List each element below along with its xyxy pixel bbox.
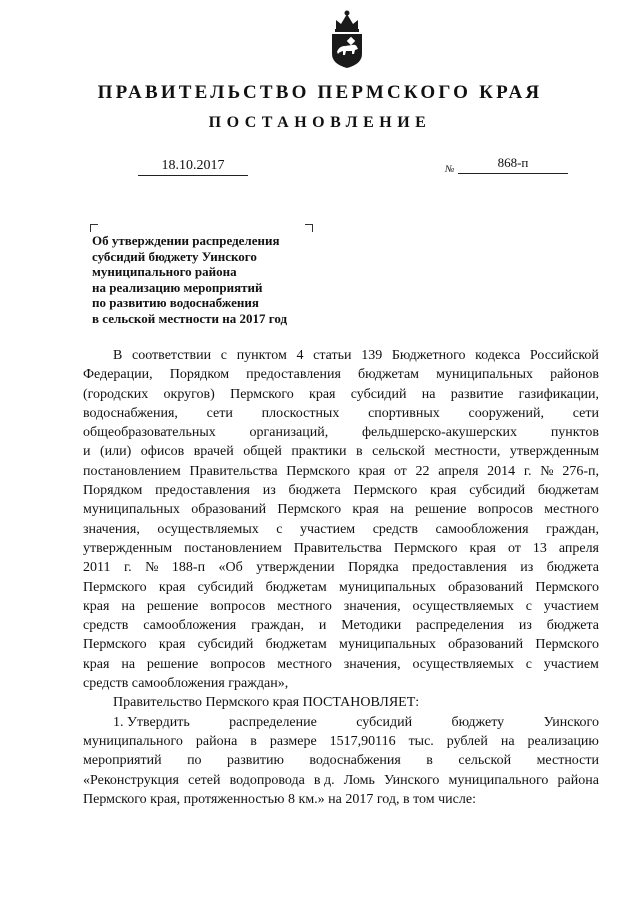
body-word: бюджету — [451, 714, 505, 730]
body-line — [83, 674, 599, 693]
document-date: 18.10.2017 — [138, 158, 248, 176]
body-word: 188-п — [171, 560, 206, 576]
body-word: на — [121, 656, 136, 672]
document-body — [83, 346, 599, 809]
body-word: субсидий — [197, 579, 254, 595]
body-line — [83, 597, 599, 616]
body-word: местного — [544, 502, 599, 518]
body-word: края — [158, 579, 186, 595]
body-word: № — [145, 560, 159, 576]
body-word: практики — [291, 444, 347, 460]
document-subject — [92, 233, 332, 326]
body-word: местности, — [434, 444, 501, 460]
body-word: г. — [123, 560, 132, 576]
body-word: Порядком — [169, 367, 230, 383]
body-word: рублей — [446, 733, 488, 749]
body-word: значения, — [343, 656, 401, 672]
body-word: образований — [191, 502, 267, 518]
body-word: края — [83, 598, 110, 614]
body-word: района — [557, 772, 599, 788]
body-word: районов — [550, 367, 599, 383]
body-word: (или) — [100, 444, 132, 460]
body-line — [83, 423, 599, 442]
body-word: Уинского — [543, 714, 599, 730]
body-word: субсидий — [197, 637, 254, 653]
body-word: спортивных — [368, 405, 440, 421]
body-word: Ломь — [343, 772, 375, 788]
body-word: муниципального — [83, 733, 183, 749]
body-word: Пермского — [286, 463, 350, 479]
body-word: решение — [146, 598, 199, 614]
body-word: средств — [372, 521, 418, 537]
body-word: края — [352, 502, 379, 518]
body-word: бюджетам — [357, 367, 420, 383]
body-word: бюджета — [288, 483, 341, 499]
body-line — [83, 500, 599, 519]
body-word: апреля — [438, 463, 479, 479]
body-word: Пермского — [393, 540, 458, 556]
body-word: края — [83, 656, 110, 672]
body-word: Правительства — [189, 463, 278, 479]
body-word: и — [83, 444, 91, 460]
body-word: пунктов — [550, 425, 599, 441]
body-word: распределение — [229, 714, 317, 730]
body-word: в д. — [313, 772, 335, 788]
body-word: местности — [536, 753, 599, 769]
body-word: средств — [83, 618, 129, 634]
body-word: от — [393, 463, 407, 479]
body-word: газификации, — [518, 386, 599, 402]
body-word: организаций, — [249, 425, 329, 441]
body-word: сетей — [188, 772, 221, 788]
body-word: 22 — [415, 463, 430, 479]
body-word: 4 — [296, 348, 304, 363]
body-word: граждан, — [546, 521, 599, 537]
body-word: мероприятий — [83, 753, 162, 769]
body-line — [83, 385, 599, 404]
body-word: значения, — [343, 598, 401, 614]
body-word: участием — [543, 656, 599, 672]
body-word: апреля — [558, 540, 599, 556]
body-word: с — [525, 656, 532, 672]
body-word: г. — [523, 463, 532, 479]
subject-line: на реализацию мероприятий — [92, 279, 263, 295]
body-word: утверждении — [256, 560, 335, 576]
number-sign: № — [445, 164, 455, 175]
body-word: реализацию — [527, 733, 599, 749]
body-word: 13 — [532, 540, 547, 556]
body-word: муниципальных — [338, 637, 436, 653]
body-word: муниципальных — [436, 367, 534, 383]
body-line — [83, 693, 599, 712]
body-word: Пермского — [83, 579, 147, 595]
body-word: Пермского — [230, 386, 294, 402]
body-word: решение — [415, 502, 467, 518]
body-word: на — [390, 502, 404, 518]
document-number: 868-п — [458, 155, 568, 174]
subject-line: в сельской местности на 2017 год — [92, 310, 288, 326]
body-word: образований — [448, 579, 524, 595]
body-word: субсидий — [469, 483, 526, 499]
body-word: постановлением — [83, 463, 181, 479]
body-line — [83, 404, 599, 423]
body-word: соответствии — [132, 348, 212, 363]
body-word: фельдшерско-акушерских — [361, 425, 518, 441]
body-word: сети — [206, 405, 233, 421]
body-word: Порядка — [348, 560, 399, 576]
body-word: района — [195, 733, 238, 749]
body-line — [83, 520, 599, 539]
body-word: размере — [269, 733, 317, 749]
body-word: участием — [300, 521, 356, 537]
body-word: от — [507, 540, 521, 556]
body-line — [83, 616, 599, 635]
body-word: (городских — [83, 386, 149, 402]
body-word: Уинского — [383, 772, 440, 788]
body-word: с — [276, 521, 283, 537]
body-word: бюджетам — [265, 579, 327, 595]
body-line — [83, 365, 599, 384]
body-word: статьи — [313, 348, 352, 363]
body-word: осуществляемых — [412, 598, 514, 614]
body-word: постановлением — [184, 540, 282, 556]
body-word: на — [121, 598, 136, 614]
body-word: значения, — [83, 521, 140, 537]
body-word: Федерации, — [83, 367, 153, 383]
body-word: 2011 — [83, 560, 111, 576]
body-word: края — [430, 483, 457, 499]
body-word: плоскостных — [261, 405, 340, 421]
subject-line: Об утверждении распределения — [92, 233, 280, 248]
body-word: вопросов — [210, 656, 266, 672]
body-word: Пермского — [353, 483, 418, 499]
body-word: в — [250, 733, 257, 749]
body-word: из — [518, 618, 532, 634]
body-word: осуществляемых — [157, 521, 259, 537]
body-word: края — [358, 463, 386, 479]
body-line — [83, 462, 599, 481]
body-word: и — [318, 618, 327, 634]
body-word: Пермского — [535, 637, 599, 653]
body-word: Порядком — [83, 483, 143, 499]
body-word: врачей — [193, 444, 234, 460]
body-line — [83, 655, 599, 674]
body-word: водоснабжения, — [83, 405, 178, 421]
body-word: субсидий — [350, 386, 407, 402]
body-word: вопросов — [210, 598, 266, 614]
body-word: из — [262, 483, 276, 499]
body-word: решение — [146, 656, 199, 672]
body-word: бюджетам — [537, 483, 599, 499]
body-text: Правительство Пермского края ПОСТАНОВЛЯЕТ: — [113, 695, 420, 711]
subject-corner-left — [90, 224, 98, 232]
government-title: ПРАВИТЕЛЬСТВО ПЕРМСКОГО КРАЯ — [97, 82, 543, 103]
body-line — [83, 578, 599, 597]
body-line — [83, 635, 599, 654]
body-word: развитию — [227, 753, 284, 769]
body-word: по — [187, 753, 202, 769]
body-word: местного — [277, 656, 332, 672]
body-word: муниципальных — [83, 502, 180, 518]
body-word: водоснабжения — [309, 753, 401, 769]
body-word: «Об — [218, 560, 243, 576]
body-word: В — [113, 348, 123, 363]
body-text: средств самообложения граждан», — [83, 676, 289, 692]
body-word: самообложения — [435, 521, 529, 537]
body-word: 139 — [361, 348, 383, 363]
body-word: сети — [572, 405, 599, 421]
body-word: утвержденным — [509, 444, 599, 460]
body-word: Пермского — [83, 637, 147, 653]
body-word: бюджета — [546, 618, 599, 634]
body-word: сооружений, — [468, 405, 545, 421]
body-word: 1. Утвердить — [113, 714, 190, 730]
body-word: в — [356, 444, 363, 460]
body-word: кодекса — [475, 348, 521, 363]
body-line — [83, 346, 599, 365]
body-word: вопросов — [477, 502, 533, 518]
body-line — [83, 790, 599, 809]
body-line — [83, 442, 599, 461]
body-line — [83, 732, 599, 751]
body-word: края — [469, 540, 496, 556]
body-word: с — [220, 348, 228, 363]
subject-corner-right — [305, 224, 313, 232]
body-word: офисов — [140, 444, 185, 460]
body-line — [83, 481, 599, 500]
body-word: осуществляемых — [412, 656, 514, 672]
body-word: муниципальных — [338, 579, 436, 595]
body-word: на — [421, 386, 436, 402]
body-line — [83, 558, 599, 577]
body-word: Методики — [341, 618, 402, 634]
body-word: граждан, — [251, 618, 305, 634]
body-word: округов) — [163, 386, 215, 402]
body-word: 1517,90116 — [329, 733, 396, 749]
body-word: развитие — [450, 386, 504, 402]
body-line — [83, 771, 599, 790]
body-word: пунктом — [236, 348, 287, 363]
body-word: с — [525, 598, 532, 614]
body-word: 2014 — [487, 463, 516, 479]
body-word: предоставления — [155, 483, 250, 499]
body-word: бюджетам — [265, 637, 327, 653]
body-word: субсидий — [356, 714, 413, 730]
subject-line: муниципального района — [92, 264, 237, 279]
body-word: Правительства — [293, 540, 382, 556]
body-word: № — [540, 463, 554, 479]
body-word: общеобразовательных — [83, 425, 216, 441]
body-word: в — [426, 753, 433, 769]
body-word: Пермского — [277, 502, 342, 518]
body-text: Пермского края, протяженностью 8 км.» на 2017 год, в том числе: — [83, 791, 476, 807]
body-line — [83, 713, 599, 732]
body-word: самообложения — [143, 618, 237, 634]
body-word: бюджета — [546, 560, 599, 576]
body-word: распределения — [416, 618, 504, 634]
subject-line: субсидий бюджету Уинского — [92, 248, 257, 264]
body-line — [83, 539, 599, 558]
body-word: тыс. — [408, 733, 434, 749]
body-word: 276-п, — [562, 463, 599, 479]
body-word: «Реконструкция — [83, 772, 179, 788]
body-word: сельской — [372, 444, 425, 460]
body-line — [83, 751, 599, 770]
body-word: водопровода — [229, 772, 305, 788]
body-word: предоставления — [246, 367, 341, 383]
body-word: предоставления — [412, 560, 507, 576]
body-word: общей — [243, 444, 282, 460]
subject-line: по развитию водоснабжения — [92, 295, 259, 310]
document-type: ПОСТАНОВЛЕНИЕ — [208, 114, 432, 131]
body-word: участием — [543, 598, 599, 614]
body-word: местного — [277, 598, 332, 614]
body-word: на — [500, 733, 515, 749]
body-word: образований — [448, 637, 524, 653]
body-word: утвержденным — [83, 540, 173, 556]
body-word: из — [520, 560, 534, 576]
body-word: сельской — [458, 753, 512, 769]
body-word: Бюджетного — [391, 348, 466, 363]
coat-of-arms-icon — [328, 8, 366, 70]
body-word: муниципального — [448, 772, 549, 788]
body-word: края — [309, 386, 336, 402]
body-word: Пермского — [535, 579, 599, 595]
body-word: края — [158, 637, 186, 653]
body-word: Российской — [529, 348, 599, 363]
